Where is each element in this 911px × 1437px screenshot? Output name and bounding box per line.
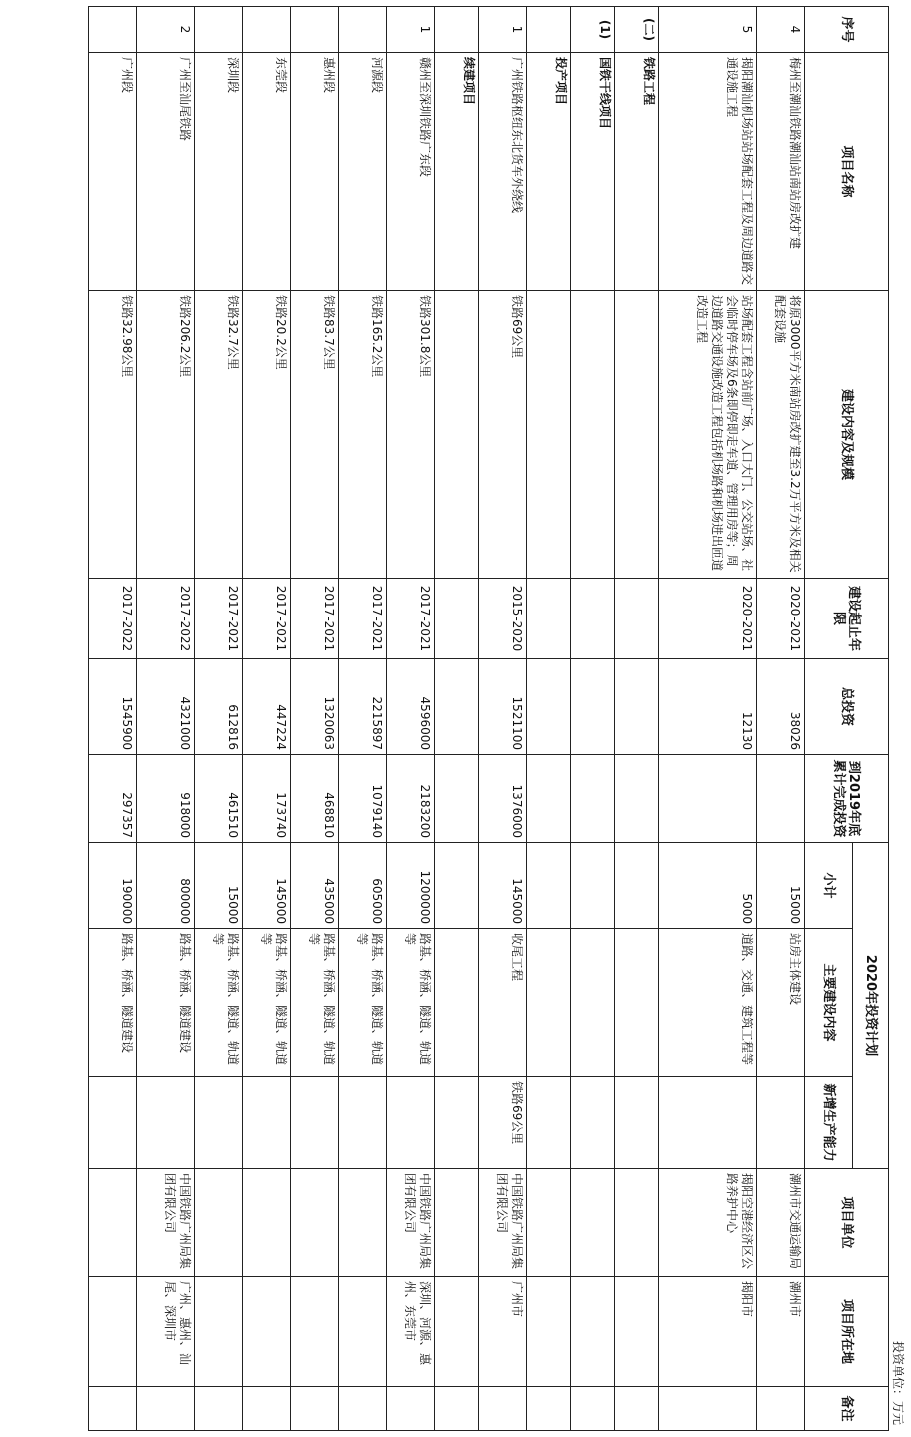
cell-total: 4321000 — [137, 659, 195, 755]
cell-seq: 2 — [137, 7, 195, 53]
cell-capacity — [195, 1077, 243, 1169]
cell-years: 2017-2021 — [291, 579, 339, 659]
cell-seq — [339, 7, 387, 53]
cell-unit — [527, 1169, 571, 1277]
cell-remark — [757, 1387, 805, 1431]
cell-seq — [527, 7, 571, 53]
cell-done — [615, 755, 659, 843]
cell-total: 4596000 — [387, 659, 435, 755]
cell-location: 广州、惠州、汕尾、深圳市 — [137, 1277, 195, 1387]
cell-content: 站场配套工程含站前广场、入口大门、公交站场、社会临时停车场及6条即停即走车道、管理用房等；周边道路交通设施改造工程包括机场路和机场进出匝道改造工程 — [659, 291, 757, 579]
header-total: 总投资 — [805, 659, 889, 755]
cell-done: 173740 — [243, 755, 291, 843]
cell-years: 2020-2021 — [659, 579, 757, 659]
cell-main — [615, 929, 659, 1077]
cell-done: 468810 — [291, 755, 339, 843]
table-row — [571, 7, 615, 1431]
cell-seq — [291, 7, 339, 53]
cell-unit — [339, 1169, 387, 1277]
cell-location: 广州市 — [479, 1277, 527, 1387]
cell-location — [243, 1277, 291, 1387]
cell-name: 广州铁路枢纽东北货车外绕线 — [479, 53, 527, 291]
table-row — [195, 7, 243, 1431]
cell-location — [291, 1277, 339, 1387]
cell-subtotal: 800000 — [137, 843, 195, 929]
cell-main — [527, 929, 571, 1077]
cell-content: 铁路206.2公里 — [137, 291, 195, 579]
cell-seq: 5 — [659, 7, 757, 53]
cell-content: 铁路301.8公里 — [387, 291, 435, 579]
cell-done — [659, 755, 757, 843]
cell-subtotal — [615, 843, 659, 929]
cell-name: 广州段 — [89, 53, 137, 291]
cell-main: 路基、桥涵、隧道建设 — [137, 929, 195, 1077]
cell-seq — [243, 7, 291, 53]
cell-name: 投产项目 — [527, 53, 571, 291]
cell-total: 447224 — [243, 659, 291, 755]
cell-subtotal: 190000 — [89, 843, 137, 929]
header-name: 项目名称 — [805, 53, 889, 291]
cell-name: 梅州至潮汕铁路潮汕站南站房改扩建 — [757, 53, 805, 291]
table-body — [89, 7, 805, 1431]
table-row — [435, 7, 479, 1431]
cell-capacity — [435, 1077, 479, 1169]
cell-years: 2017-2021 — [339, 579, 387, 659]
cell-capacity — [757, 1077, 805, 1169]
table-row — [615, 7, 659, 1431]
header-unit: 项目单位 — [805, 1169, 889, 1277]
cell-done: 461510 — [195, 755, 243, 843]
unit-note: 投资单位：万元 — [891, 1340, 905, 1425]
header-seq: 序号 — [805, 7, 889, 53]
cell-remark — [243, 1387, 291, 1431]
cell-capacity — [615, 1077, 659, 1169]
cell-years: 2017-2022 — [137, 579, 195, 659]
cell-location: 深圳、河源、惠州、东莞市 — [387, 1277, 435, 1387]
cell-main: 路基、桥涵、隧道、轨道等 — [339, 929, 387, 1077]
cell-name: 赣州至深圳铁路广东段 — [387, 53, 435, 291]
cell-seq — [435, 7, 479, 53]
cell-capacity — [387, 1077, 435, 1169]
cell-main: 路基、桥涵、隧道、轨道等 — [291, 929, 339, 1077]
cell-main — [435, 929, 479, 1077]
cell-remark — [339, 1387, 387, 1431]
cell-main: 路基、桥涵、隧道、轨道等 — [243, 929, 291, 1077]
cell-name: 揭阳潮汕机场站站场配套工程及周边道路交通设施工程 — [659, 53, 757, 291]
cell-done: 297357 — [89, 755, 137, 843]
cell-capacity — [243, 1077, 291, 1169]
table-row — [291, 7, 339, 1431]
cell-content — [615, 291, 659, 579]
cell-unit — [615, 1169, 659, 1277]
cell-subtotal: 15000 — [195, 843, 243, 929]
cell-total — [571, 659, 615, 755]
cell-content: 铁路69公里 — [479, 291, 527, 579]
cell-name: 河源段 — [339, 53, 387, 291]
cell-main: 站房主体建设 — [757, 929, 805, 1077]
cell-subtotal: 15000 — [757, 843, 805, 929]
cell-remark — [659, 1387, 757, 1431]
cell-unit: 中国铁路广州局集团有限公司 — [387, 1169, 435, 1277]
cell-unit — [291, 1169, 339, 1277]
table-row — [243, 7, 291, 1431]
cell-years: 2015-2020 — [479, 579, 527, 659]
cell-seq: 4 — [757, 7, 805, 53]
cell-name: 惠州段 — [291, 53, 339, 291]
cell-content — [527, 291, 571, 579]
cell-location — [195, 1277, 243, 1387]
cell-total — [435, 659, 479, 755]
cell-unit: 揭阳空港经济区公路养护中心 — [659, 1169, 757, 1277]
cell-total: 1320063 — [291, 659, 339, 755]
cell-years — [435, 579, 479, 659]
cell-remark — [615, 1387, 659, 1431]
header-years: 建设起止年限 — [805, 579, 889, 659]
cell-content: 铁路20.2公里 — [243, 291, 291, 579]
cell-total — [615, 659, 659, 755]
cell-done — [757, 755, 805, 843]
cell-years: 2017-2021 — [243, 579, 291, 659]
cell-years: 2017-2021 — [195, 579, 243, 659]
cell-remark — [137, 1387, 195, 1431]
cell-subtotal: 1200000 — [387, 843, 435, 929]
cell-done — [527, 755, 571, 843]
table-row — [479, 7, 527, 1431]
table-row — [757, 7, 805, 1431]
cell-years — [571, 579, 615, 659]
cell-capacity — [571, 1077, 615, 1169]
cell-seq — [195, 7, 243, 53]
cell-capacity — [659, 1077, 757, 1169]
cell-years — [527, 579, 571, 659]
cell-remark — [435, 1387, 479, 1431]
cell-total: 612816 — [195, 659, 243, 755]
cell-unit: 中国铁路广州局集团有限公司 — [137, 1169, 195, 1277]
cell-name: 续建项目 — [435, 53, 479, 291]
cell-content: 铁路32.98公里 — [89, 291, 137, 579]
table-row — [527, 7, 571, 1431]
cell-unit — [89, 1169, 137, 1277]
header-content: 建设内容及规模 — [805, 291, 889, 579]
cell-done: 2183200 — [387, 755, 435, 843]
cell-main: 路基、桥涵、隧道、轨道等 — [195, 929, 243, 1077]
cell-location — [435, 1277, 479, 1387]
cell-content: 铁路83.7公里 — [291, 291, 339, 579]
cell-name: 深圳段 — [195, 53, 243, 291]
cell-remark — [571, 1387, 615, 1431]
cell-capacity — [527, 1077, 571, 1169]
header-done: 到2019年底累计完成投资 — [805, 755, 889, 843]
cell-location — [339, 1277, 387, 1387]
table-row — [339, 7, 387, 1431]
cell-years: 2017-2021 — [387, 579, 435, 659]
cell-content: 将原3000平方米南站房改扩建至3.2万平方米及相关配套设施 — [757, 291, 805, 579]
cell-total: 38026 — [757, 659, 805, 755]
cell-remark — [195, 1387, 243, 1431]
cell-unit: 潮州市交通运输局 — [757, 1169, 805, 1277]
cell-location: 揭阳市 — [659, 1277, 757, 1387]
cell-remark — [291, 1387, 339, 1431]
cell-subtotal: 145000 — [479, 843, 527, 929]
cell-main: 路基、桥涵、隧道建设 — [89, 929, 137, 1077]
cell-capacity — [339, 1077, 387, 1169]
cell-total: 12130 — [659, 659, 757, 755]
cell-seq: (1) — [571, 7, 615, 53]
cell-subtotal: 605000 — [339, 843, 387, 929]
header-new-capacity: 新增生产能力 — [805, 1077, 853, 1169]
cell-name: 国铁干线项目 — [571, 53, 615, 291]
cell-subtotal — [527, 843, 571, 929]
cell-done: 918000 — [137, 755, 195, 843]
cell-remark — [479, 1387, 527, 1431]
header-subtotal: 小计 — [805, 843, 853, 929]
cell-total: 1521100 — [479, 659, 527, 755]
cell-capacity — [137, 1077, 195, 1169]
header-location: 项目所在地 — [805, 1277, 889, 1387]
cell-location: 潮州市 — [757, 1277, 805, 1387]
cell-capacity — [89, 1077, 137, 1169]
cell-done — [571, 755, 615, 843]
cell-subtotal — [435, 843, 479, 929]
cell-content — [571, 291, 615, 579]
cell-capacity — [291, 1077, 339, 1169]
cell-remark — [387, 1387, 435, 1431]
cell-main — [571, 929, 615, 1077]
table-row — [659, 7, 757, 1431]
cell-years — [615, 579, 659, 659]
cell-unit — [435, 1169, 479, 1277]
table-row — [89, 7, 137, 1431]
cell-subtotal — [571, 843, 615, 929]
cell-unit — [195, 1169, 243, 1277]
cell-unit — [243, 1169, 291, 1277]
cell-name: 铁路工程 — [615, 53, 659, 291]
cell-content — [435, 291, 479, 579]
cell-subtotal: 5000 — [659, 843, 757, 929]
cell-seq: (二) — [615, 7, 659, 53]
cell-main: 收尾工程 — [479, 929, 527, 1077]
cell-subtotal: 435000 — [291, 843, 339, 929]
cell-subtotal: 145000 — [243, 843, 291, 929]
investment-table — [88, 6, 889, 1431]
cell-content: 铁路32.7公里 — [195, 291, 243, 579]
cell-location — [527, 1277, 571, 1387]
cell-main: 路基、桥涵、隧道、轨道等 — [387, 929, 435, 1077]
header-plan2020: 2020年投资计划 — [853, 843, 889, 1169]
cell-seq — [89, 7, 137, 53]
cell-remark — [527, 1387, 571, 1431]
table-row — [137, 7, 195, 1431]
cell-capacity: 铁路69公里 — [479, 1077, 527, 1169]
cell-total — [527, 659, 571, 755]
cell-location — [615, 1277, 659, 1387]
cell-content: 铁路165.2公里 — [339, 291, 387, 579]
header-remark: 备注 — [805, 1387, 889, 1431]
cell-unit — [571, 1169, 615, 1277]
cell-done: 1079140 — [339, 755, 387, 843]
cell-total: 2215897 — [339, 659, 387, 755]
cell-done: 1376000 — [479, 755, 527, 843]
cell-seq: 1 — [387, 7, 435, 53]
cell-name: 东莞段 — [243, 53, 291, 291]
cell-years: 2020-2021 — [757, 579, 805, 659]
cell-main: 道路、交通、建筑工程等 — [659, 929, 757, 1077]
cell-seq: 1 — [479, 7, 527, 53]
cell-name: 广州至汕尾铁路 — [137, 53, 195, 291]
cell-total: 1545900 — [89, 659, 137, 755]
cell-done — [435, 755, 479, 843]
cell-remark — [89, 1387, 137, 1431]
cell-unit: 中国铁路广州局集团有限公司 — [479, 1169, 527, 1277]
cell-years: 2017-2022 — [89, 579, 137, 659]
table-row — [387, 7, 435, 1431]
header-main-content: 主要建设内容 — [805, 929, 853, 1077]
cell-location — [89, 1277, 137, 1387]
cell-location — [571, 1277, 615, 1387]
